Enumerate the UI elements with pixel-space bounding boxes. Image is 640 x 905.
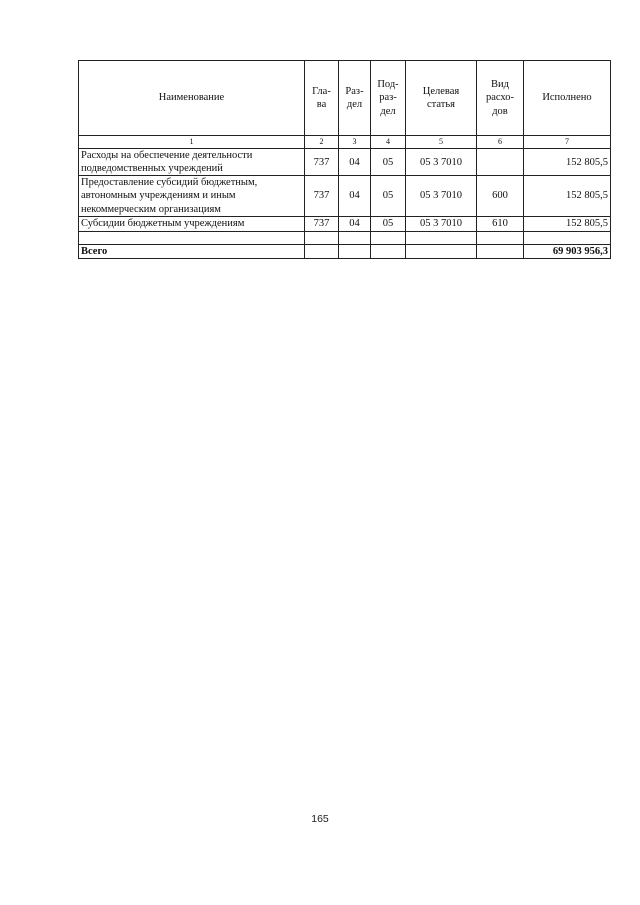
column-number: 3 [339, 136, 371, 149]
row-statya: 05 3 7010 [406, 216, 477, 231]
row-amount: 152 805,5 [524, 176, 611, 216]
row-statya: 05 3 7010 [406, 149, 477, 176]
page-number: 165 [311, 813, 329, 825]
row-podrazdel: 05 [371, 149, 406, 176]
empty-cell [371, 231, 406, 244]
row-glava: 737 [305, 216, 339, 231]
column-number: 1 [79, 136, 305, 149]
row-vid: 610 [477, 216, 524, 231]
row-amount: 152 805,5 [524, 216, 611, 231]
empty-cell [339, 244, 371, 258]
row-podrazdel: 05 [371, 176, 406, 216]
budget-execution-table [78, 60, 611, 259]
column-number: 5 [406, 136, 477, 149]
total-row [79, 244, 611, 258]
column-number-row [79, 136, 611, 149]
header-razdel: Раз- дел [339, 61, 371, 136]
total-label: Всего [79, 244, 305, 258]
row-vid: 600 [477, 176, 524, 216]
row-name: Расходы на обеспечение деятельности подведомственных учреждений [79, 149, 305, 176]
row-vid [477, 149, 524, 176]
row-razdel: 04 [339, 216, 371, 231]
empty-cell [477, 231, 524, 244]
column-number: 4 [371, 136, 406, 149]
row-razdel: 04 [339, 176, 371, 216]
empty-cell [371, 244, 406, 258]
column-number: 7 [524, 136, 611, 149]
header-name: Наименование [79, 61, 305, 136]
header-amount: Исполнено [524, 61, 611, 136]
table-row [79, 216, 611, 231]
header-glava: Гла- ва [305, 61, 339, 136]
header-vid: Вид расхо- дов [477, 61, 524, 136]
row-glava: 737 [305, 149, 339, 176]
empty-cell [406, 244, 477, 258]
empty-cell [305, 231, 339, 244]
row-statya: 05 3 7010 [406, 176, 477, 216]
empty-cell [477, 244, 524, 258]
empty-cell [406, 231, 477, 244]
table-row [79, 149, 611, 176]
column-number: 2 [305, 136, 339, 149]
table-row [79, 176, 611, 216]
header-podrazdel: Под- раз- дел [371, 61, 406, 136]
row-name: Предоставление субсидий бюджетным, автономным учреждениям и иным некоммерческим организациям [79, 176, 305, 216]
row-razdel: 04 [339, 149, 371, 176]
row-name: Субсидии бюджетным учреждениям [79, 216, 305, 231]
header-row [79, 61, 611, 136]
row-glava: 737 [305, 176, 339, 216]
empty-cell [339, 231, 371, 244]
header-statya: Целевая статья [406, 61, 477, 136]
empty-cell [79, 231, 305, 244]
total-amount: 69 903 956,3 [524, 244, 611, 258]
column-number: 6 [477, 136, 524, 149]
empty-cell [305, 244, 339, 258]
empty-row [79, 231, 611, 244]
row-podrazdel: 05 [371, 216, 406, 231]
empty-cell [524, 231, 611, 244]
row-amount: 152 805,5 [524, 149, 611, 176]
